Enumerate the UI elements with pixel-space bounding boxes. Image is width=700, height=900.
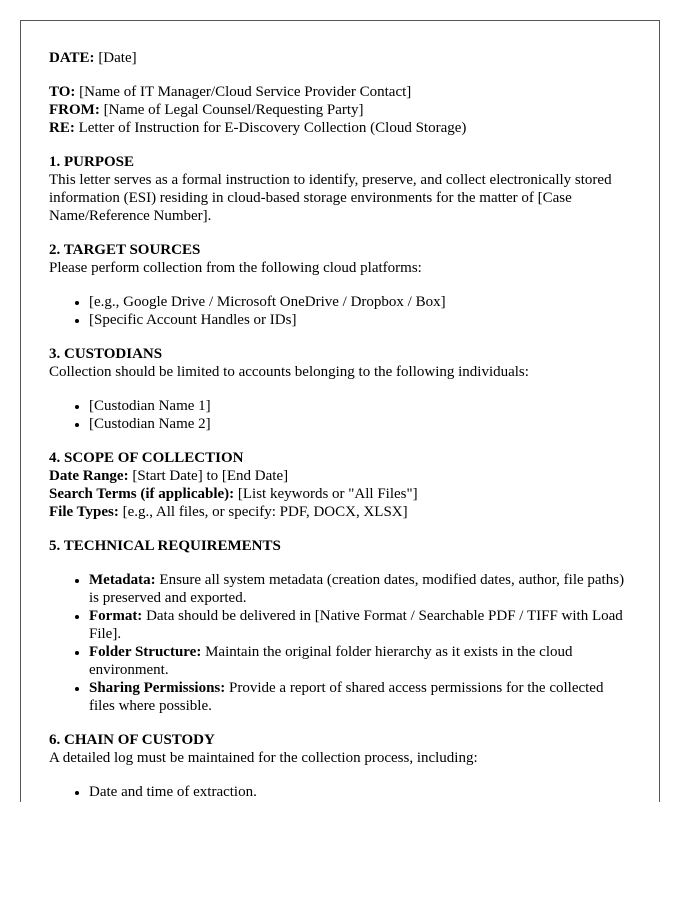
- file-types-line: [49, 503, 629, 521]
- date-range-value: [Start Date] to [End Date]: [132, 468, 289, 484]
- sharing-permissions-label: Sharing Permissions:: [89, 680, 226, 696]
- format-text: Data should be delivered in [Native Format / Searchable PDF / TIFF with Load File].: [89, 608, 623, 642]
- list-item: [89, 679, 629, 715]
- list-item: • [e.g., Google Drive / Microsoft OneDrive / Dropbox / Box]: [89, 293, 629, 311]
- search-terms-line: [49, 485, 629, 503]
- list-item: • [Custodian Name 1]: [89, 397, 629, 415]
- scope-heading: 4. SCOPE OF COLLECTION: [49, 450, 244, 466]
- list-item: [89, 571, 629, 607]
- sharing-permissions-text: Provide a report of shared access permissions for the collected files where possible.: [89, 680, 604, 714]
- format-label: Format:: [89, 608, 143, 624]
- re-value: Letter of Instruction for E-Discovery Collection (Cloud Storage): [78, 120, 467, 136]
- from-label: FROM:: [49, 102, 100, 118]
- re-line: [49, 119, 629, 137]
- date-range-label: Date Range:: [49, 468, 129, 484]
- date-line: [49, 49, 629, 67]
- date-value: [Date]: [98, 50, 137, 66]
- target-sources-intro: Please perform collection from the following cloud platforms:: [49, 260, 422, 276]
- from-value: [Name of Legal Counsel/Requesting Party]: [103, 102, 364, 118]
- metadata-text: Ensure all system metadata (creation dates, modified dates, author, file paths) is preserved and exported.: [89, 572, 625, 606]
- list-item: [89, 607, 629, 643]
- letter-content: [49, 49, 629, 801]
- to-line: [49, 83, 629, 101]
- folder-structure-label: Folder Structure:: [89, 644, 202, 660]
- custodians-heading: 3. CUSTODIANS: [49, 346, 163, 362]
- folder-structure-text: Maintain the original folder hierarchy as it exists in the cloud environment.: [89, 644, 573, 678]
- technical-heading: 5. TECHNICAL REQUIREMENTS: [49, 538, 281, 554]
- custodians-intro: Collection should be limited to accounts belonging to the following individuals:: [49, 364, 529, 380]
- search-terms-label: Search Terms (if applicable):: [49, 486, 235, 502]
- to-label: TO:: [49, 84, 76, 100]
- technical-list: [49, 571, 629, 715]
- file-types-value: [e.g., All files, or specify: PDF, DOCX, XLSX]: [122, 504, 408, 520]
- date-range-line: [49, 467, 629, 485]
- chain-heading: 6. CHAIN OF CUSTODY: [49, 732, 215, 748]
- list-item: [89, 643, 629, 679]
- list-item: • [Custodian Name 2]: [89, 415, 629, 433]
- letter-page: [20, 20, 660, 802]
- from-line: [49, 101, 629, 119]
- chain-intro: A detailed log must be maintained for the collection process, including:: [49, 750, 478, 766]
- list-item: • Date and time of extraction.: [89, 783, 629, 801]
- to-value: [Name of IT Manager/Cloud Service Provider Contact]: [79, 84, 412, 100]
- list-item: • [Specific Account Handles or IDs]: [89, 311, 629, 329]
- target-sources-heading: 2. TARGET SOURCES: [49, 242, 201, 258]
- custodians-list: [49, 397, 629, 433]
- re-label: RE:: [49, 120, 75, 136]
- search-terms-value: [List keywords or "All Files"]: [237, 486, 418, 502]
- metadata-label: Metadata:: [89, 572, 156, 588]
- purpose-heading: 1. PURPOSE: [49, 154, 135, 170]
- file-types-label: File Types:: [49, 504, 119, 520]
- purpose-text: This letter serves as a formal instruction to identify, preserve, and collect electronically stored information (ESI) residing in cloud-based storage environments for the matter of [Case Name/Reference Number].: [49, 172, 612, 224]
- date-label: DATE:: [49, 50, 95, 66]
- target-sources-list: [49, 293, 629, 329]
- chain-list: [49, 783, 629, 801]
